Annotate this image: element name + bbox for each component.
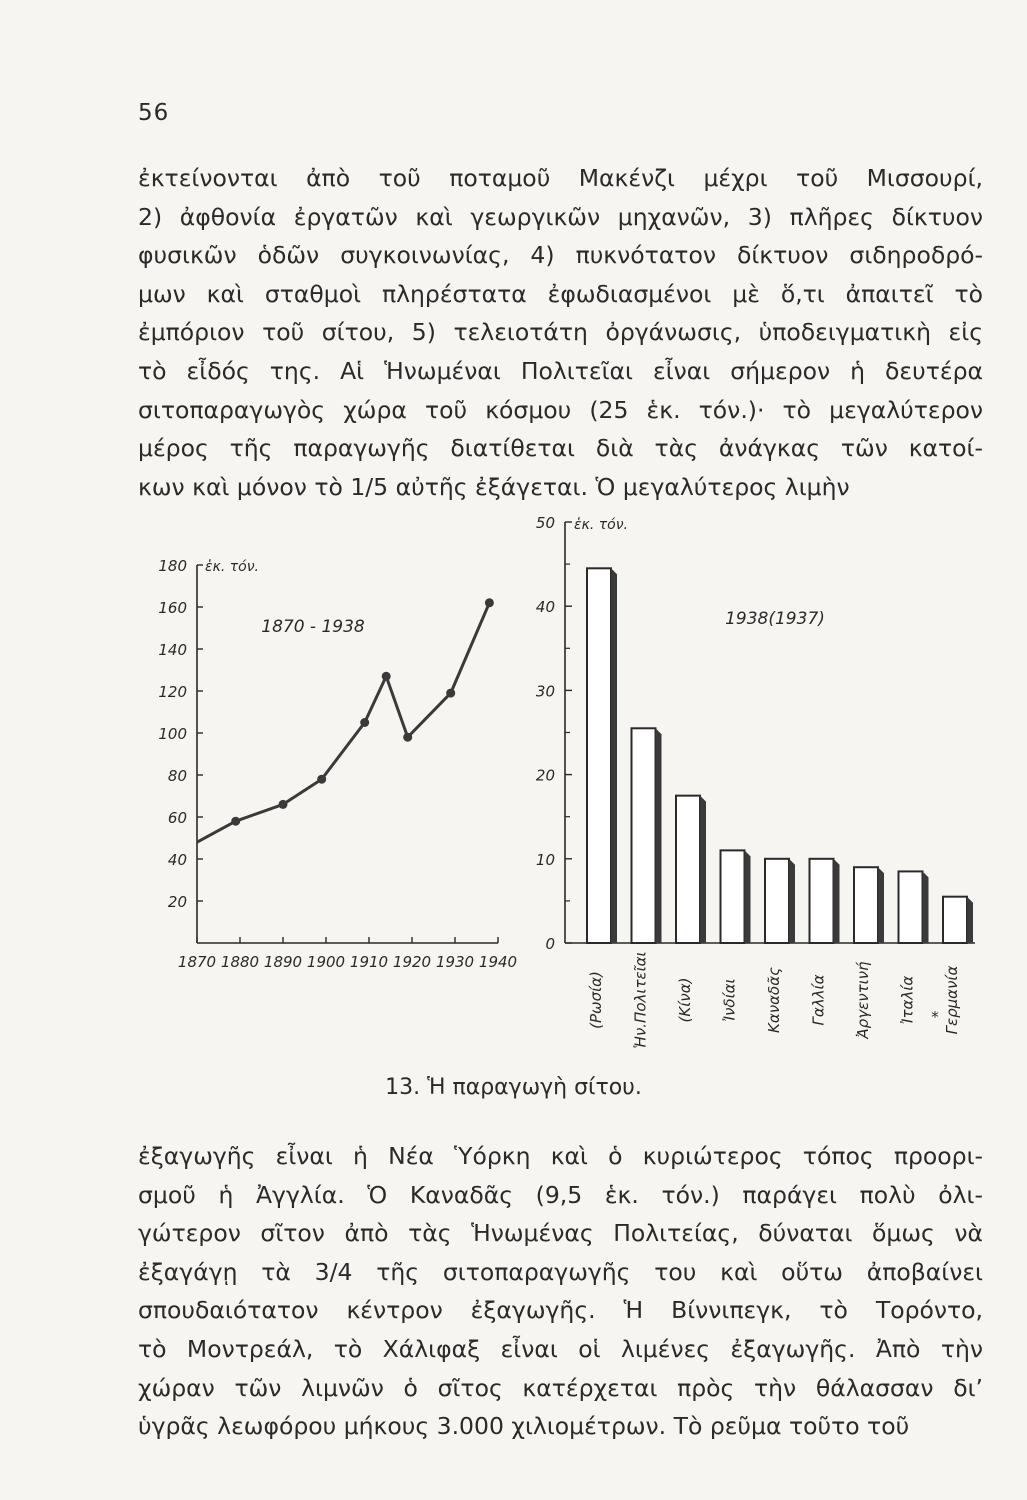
line-chart-data-point	[279, 800, 288, 809]
bottom-paragraph-line: σπουδαιότατον κέντρον ἐξαγωγῆς. Ἡ Βίννιπεγκ, τὸ Τορόντο,	[138, 1296, 983, 1325]
bottom-paragraph-line: ἐξαγωγῆς εἶναι ἡ Νέα Ὑόρκη καὶ ὁ κυριώτερος τόπος προορι-	[138, 1142, 983, 1170]
line-chart-x-tick-label: 1900	[306, 953, 346, 971]
bar-chart-bar-shadow	[878, 867, 884, 943]
bar-chart-bar-shadow	[923, 871, 929, 943]
top-paragraph-line: μέρος τῆς παραγωγῆς διατίθεται διὰ τὰς ἀνάγκας τῶν κατοί-	[138, 434, 983, 463]
bar-chart-period-label: 1938(1937)	[725, 609, 825, 629]
top-paragraph-line: φυσικῶν ὁδῶν συγκοινωνίας, 4) πυκνότατον δίκτυον σιδηροδρό-	[138, 241, 983, 270]
bar-chart-category-label: (Κίνα)	[676, 977, 694, 1023]
line-chart-x-tick-label: 1940	[478, 953, 518, 971]
bar-chart-bar-shadow	[611, 568, 617, 943]
line-chart-y-tick-label: 180	[158, 557, 187, 575]
line-chart-x-tick-label: 1890	[263, 953, 303, 971]
bar-chart-bar-shadow	[967, 897, 973, 943]
bar-chart-category-label: Καναδᾶς	[765, 967, 783, 1033]
bar-chart-bar	[899, 871, 923, 943]
bar-chart-category-label: (Ρωσία)	[587, 971, 605, 1029]
bar-chart-bar-shadow	[656, 728, 662, 943]
line-chart-x-tick-label: 1880	[220, 953, 260, 971]
bottom-paragraph-line: σμοῦ ἡ Ἀγγλία. Ὁ Καναδᾶς (9,5 ἑκ. τόν.) παράγει πολὺ ὀλι-	[138, 1180, 983, 1209]
line-chart-series-line	[197, 603, 489, 842]
bar-chart-category-label: Ἰνδίαι	[720, 978, 739, 1022]
top-paragraph-line: κων καὶ μόνον τὸ 1/5 αὐτῆς ἐξάγεται. Ὁ μεγαλύτερος λιμὴν	[138, 472, 850, 501]
bar-chart-y-tick-label: 40	[535, 598, 555, 617]
bar-chart-bar	[765, 859, 789, 943]
bar-chart-y-tick-label: 30	[535, 682, 555, 701]
bottom-paragraph-line: ἐξαγάγῃ τὰ 3/4 τῆς σιτοπαραγωγῆς του καὶ οὕτω ἀποβαίνει	[138, 1257, 983, 1286]
bar-chart-y-tick-label: 50	[535, 514, 555, 532]
bar-chart-category-label: Ἡν.Πολιτεῖαι	[631, 951, 650, 1049]
bar-chart-y-tick-label: 10	[535, 850, 555, 869]
bar-chart-y-tick-label: 0	[545, 935, 555, 953]
line-chart-x-tick-label: 1920	[392, 953, 432, 971]
bar-chart-bar	[632, 728, 656, 943]
top-paragraph-line: μων καὶ σταθμοὶ πληρέστατα ἐφωδιασμένοι μὲ ὅ,τι ἀπαιτεῖ τὸ	[138, 279, 983, 308]
bar-chart-category-label: Ἰταλία	[898, 975, 917, 1025]
bar-chart-bar	[854, 867, 878, 943]
line-chart-unit-label: ἑκ. τόν.	[205, 559, 259, 575]
line-chart-period-label: 1870 - 1938	[261, 617, 365, 637]
line-chart-data-point	[446, 689, 455, 698]
bar-chart-bar-shadow	[700, 796, 706, 943]
line-chart-x-tick-label: 1930	[435, 953, 475, 971]
bar-chart-unit-label: ἑκ. τόν.	[574, 517, 628, 533]
line-chart-data-point	[485, 598, 494, 607]
top-paragraph-line: ἐμπόριον τοῦ σίτου, 5) τελειοτάτη ὀργάνωσις, ὑποδειγματικὴ εἰς	[138, 318, 983, 347]
top-paragraph-line: ἐκτείνονται ἀπὸ τοῦ ποταμοῦ Μακένζι μέχρι τοῦ Μισσουρί,	[138, 164, 983, 192]
bar-chart-bar-shadow	[789, 859, 795, 943]
bar-chart-bar	[676, 796, 700, 943]
line-chart-data-point	[360, 718, 369, 727]
bar-chart-y-tick-label: 20	[535, 766, 555, 785]
bar-chart-bar-shadow	[834, 859, 840, 943]
bar-chart-annotation-asterisk: *	[931, 1008, 939, 1026]
line-chart-data-point	[403, 733, 412, 742]
top-paragraph-line: 2) ἀφθονία ἐργατῶν καὶ γεωργικῶν μηχανῶν, 3) πλῆρες δίκτυον	[138, 202, 983, 231]
page-number: 56	[138, 100, 170, 126]
top-paragraph-line: τὸ εἶδός της. Αἱ Ἡνωμέναι Πολιτεῖαι εἶναι σήμερον ἡ δευτέρα	[138, 356, 983, 385]
bar-chart-category-label: Γερμανία	[943, 965, 961, 1035]
bar-chart-bar	[587, 568, 611, 943]
bar-chart-bar	[810, 859, 834, 943]
line-chart-data-point	[382, 672, 391, 681]
line-chart-x-tick-label: 1910	[349, 953, 389, 971]
line-chart-y-tick-label: 60	[167, 809, 187, 827]
bar-chart-bar-shadow	[745, 850, 751, 943]
bottom-paragraph-line: ὑγρᾶς λεωφόρου μήκους 3.000 χιλιομέτρων. Τὸ ρεῦμα τοῦτο τοῦ	[138, 1412, 910, 1441]
bottom-paragraph-line: τὸ Μοντρεάλ, τὸ Χάλιφαξ εἶναι οἱ λιμένες ἐξαγωγῆς. Ἀπὸ τὴν	[138, 1334, 983, 1363]
line-chart-y-tick-label: 120	[158, 683, 187, 701]
line-chart-x-tick-label: 1870	[177, 953, 217, 971]
bottom-paragraph-line: γώτερον σῖτον ἀπὸ τὰς Ἡνωμένας Πολιτείας, δύναται ὅμως νὰ	[138, 1219, 983, 1248]
bar-chart-category-label: Ἀργεντινή	[854, 961, 872, 1039]
line-chart-y-tick-label: 140	[158, 641, 187, 659]
bar-chart-bar	[943, 897, 967, 943]
top-paragraph-line: σιτοπαραγωγὸς χώρα τοῦ κόσμου (25 ἑκ. τόν.)· τὸ μεγαλύτερον	[138, 395, 983, 424]
line-chart-y-tick-label: 160	[158, 599, 187, 617]
bottom-paragraph	[138, 1137, 983, 1446]
bar-chart-bar	[721, 850, 745, 943]
line-chart-y-tick-label: 40	[167, 851, 187, 869]
line-chart-y-tick-label: 20	[167, 893, 187, 911]
figure-caption: 13. Ἡ παραγωγὴ σίτου.	[385, 1075, 642, 1100]
line-chart-data-point	[317, 775, 326, 784]
bar-chart-category-label: Γαλλία	[809, 974, 828, 1026]
bottom-paragraph-line: χώραν τῶν λιμνῶν ὁ σῖτος κατέρχεται πρὸς τὴν θάλασσαν δι’	[138, 1373, 983, 1402]
line-chart-y-tick-label: 100	[158, 725, 187, 743]
line-chart-y-tick-label: 80	[167, 767, 187, 785]
line-chart-data-point	[231, 817, 240, 826]
